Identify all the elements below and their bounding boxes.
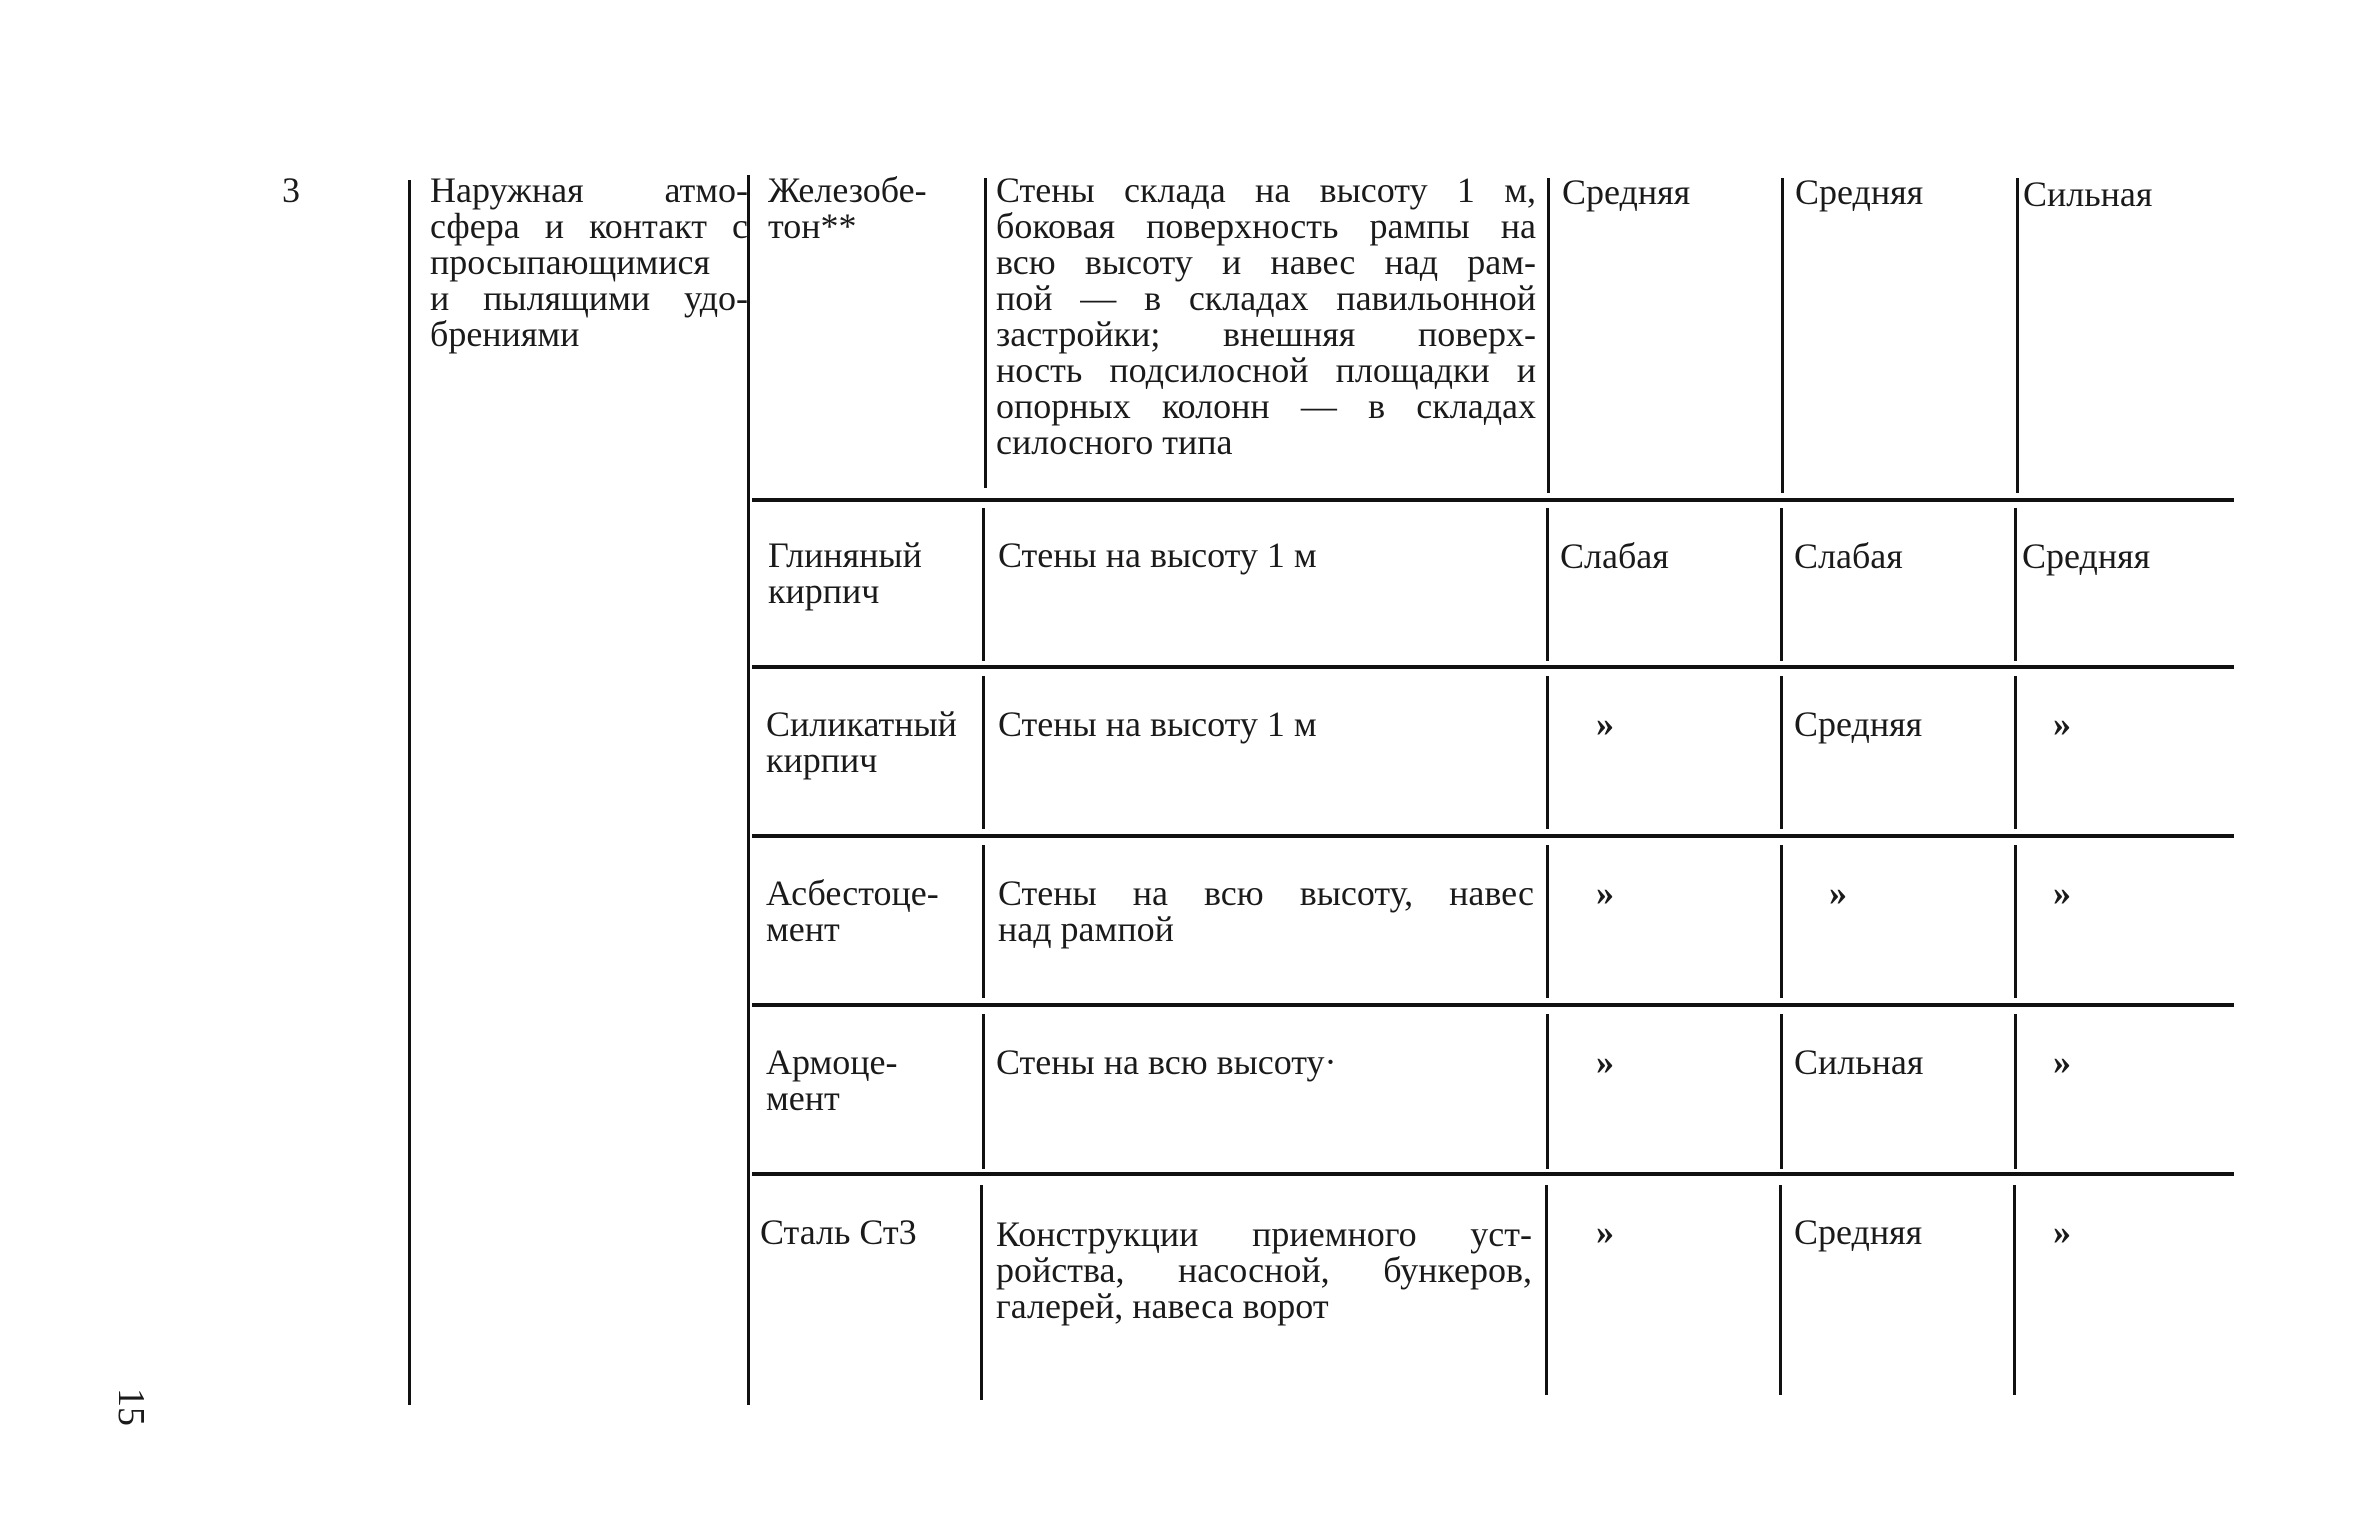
ditto-mark: » — [2053, 1042, 2071, 1082]
table-rule-vertical — [1546, 1014, 1549, 1169]
material-name: Сталь Ст3 — [760, 1212, 917, 1252]
table-rule-horizontal — [752, 1003, 2234, 1007]
structural-elements-line: над рампой — [998, 909, 1174, 949]
table-rule-vertical — [1781, 178, 1784, 493]
structural-elements-line: Стены на всю высоту· — [996, 1042, 1337, 1082]
material-name: Глиняный — [768, 535, 922, 575]
aggressiveness-value: Средняя — [1562, 172, 1691, 212]
material-name: тон** — [768, 206, 857, 246]
aggressiveness-value: Средняя — [1795, 172, 1924, 212]
structural-elements-line: застройки; внешняя поверх- — [996, 314, 1536, 354]
material-name: Железобе- — [768, 170, 927, 210]
environment-line: просыпающимися — [430, 242, 711, 282]
table-rule-vertical — [982, 1014, 985, 1169]
table-rule-vertical — [408, 180, 411, 1405]
structural-elements-line: ройства, насосной, бункеров, — [996, 1250, 1532, 1290]
ditto-mark: » — [1596, 1042, 1614, 1082]
table-rule-vertical — [2016, 178, 2019, 493]
structural-elements-line: силосного типа — [996, 422, 1233, 462]
aggressiveness-value: Средняя — [1794, 1212, 1923, 1252]
table-rule-vertical — [1780, 845, 1783, 998]
material-name: Силикатный — [766, 704, 957, 744]
table-rule-vertical — [1546, 676, 1549, 829]
material-name: кирпич — [766, 740, 878, 780]
table-rule-vertical — [980, 1185, 983, 1400]
aggressiveness-value: Средняя — [2022, 536, 2151, 576]
structural-elements-line: Конструкции приемного уст- — [996, 1214, 1532, 1254]
table-rule-vertical — [1780, 676, 1783, 829]
table-rule-vertical — [1779, 1185, 1782, 1395]
aggressiveness-value: Сильная — [2023, 174, 2153, 214]
structural-elements-line: галерей, навеса ворот — [996, 1286, 1329, 1326]
table-rule-vertical — [1546, 845, 1549, 998]
table-rule-vertical — [2014, 845, 2017, 998]
structural-elements-line: всю высоту и навес над рам- — [996, 242, 1536, 282]
table-rule-vertical — [984, 178, 987, 488]
environment-line: Наружная атмо- — [430, 170, 748, 210]
ditto-mark: » — [2053, 873, 2071, 913]
aggressiveness-value: Слабая — [1794, 536, 1903, 576]
table-rule-horizontal — [752, 834, 2234, 838]
table-rule-vertical — [1780, 508, 1783, 661]
material-name: мент — [766, 1078, 840, 1118]
material-name: кирпич — [768, 571, 880, 611]
structural-elements-line: пой — в складах павильонной — [996, 278, 1536, 318]
structural-elements-line: Стены на высоту 1 м — [998, 704, 1317, 744]
structural-elements-line: Стены на высоту 1 м — [998, 535, 1317, 575]
table-rule-horizontal — [752, 498, 2234, 502]
ditto-mark: » — [1596, 1212, 1614, 1252]
environment-line: брениями — [430, 314, 580, 354]
environment-line: и пылящими удо- — [430, 278, 748, 318]
table-rule-vertical — [2014, 676, 2017, 829]
table-rule-vertical — [1547, 178, 1550, 493]
table-rule-vertical — [747, 175, 750, 1405]
material-name: Асбестоце- — [766, 873, 939, 913]
aggressiveness-value: Сильная — [1794, 1042, 1924, 1082]
table-rule-vertical — [1780, 1014, 1783, 1169]
aggressiveness-value: Средняя — [1794, 704, 1923, 744]
table-rule-vertical — [2014, 508, 2017, 661]
ditto-mark: » — [1596, 873, 1614, 913]
page-number: 15 — [110, 1388, 152, 1426]
row-number: 3 — [282, 170, 300, 210]
environment-line: сфера и контакт с — [430, 206, 748, 246]
aggressiveness-value: Слабая — [1560, 536, 1669, 576]
ditto-mark: » — [1829, 873, 1847, 913]
ditto-mark: » — [2053, 1212, 2071, 1252]
ditto-mark: » — [2053, 704, 2071, 744]
table-rule-horizontal — [752, 665, 2234, 669]
material-name: мент — [766, 909, 840, 949]
table-rule-vertical — [982, 508, 985, 661]
table-rule-vertical — [1545, 1185, 1548, 1395]
table-rule-horizontal — [752, 1172, 2234, 1176]
structural-elements-line: Стены на всю высоту, навес — [998, 873, 1534, 913]
ditto-mark: » — [1596, 704, 1614, 744]
table-rule-vertical — [2013, 1185, 2016, 1395]
table-rule-vertical — [1546, 508, 1549, 661]
structural-elements-line: Стены склада на высоту 1 м, — [996, 170, 1536, 210]
structural-elements-line: опорных колонн — в складах — [996, 386, 1536, 426]
structural-elements-line: боковая поверхность рампы на — [996, 206, 1536, 246]
structural-elements-line: ность подсилосной площадки и — [996, 350, 1536, 390]
material-name: Армоце- — [766, 1042, 898, 1082]
table-rule-vertical — [2014, 1014, 2017, 1169]
table-rule-vertical — [982, 676, 985, 829]
table-rule-vertical — [982, 845, 985, 998]
